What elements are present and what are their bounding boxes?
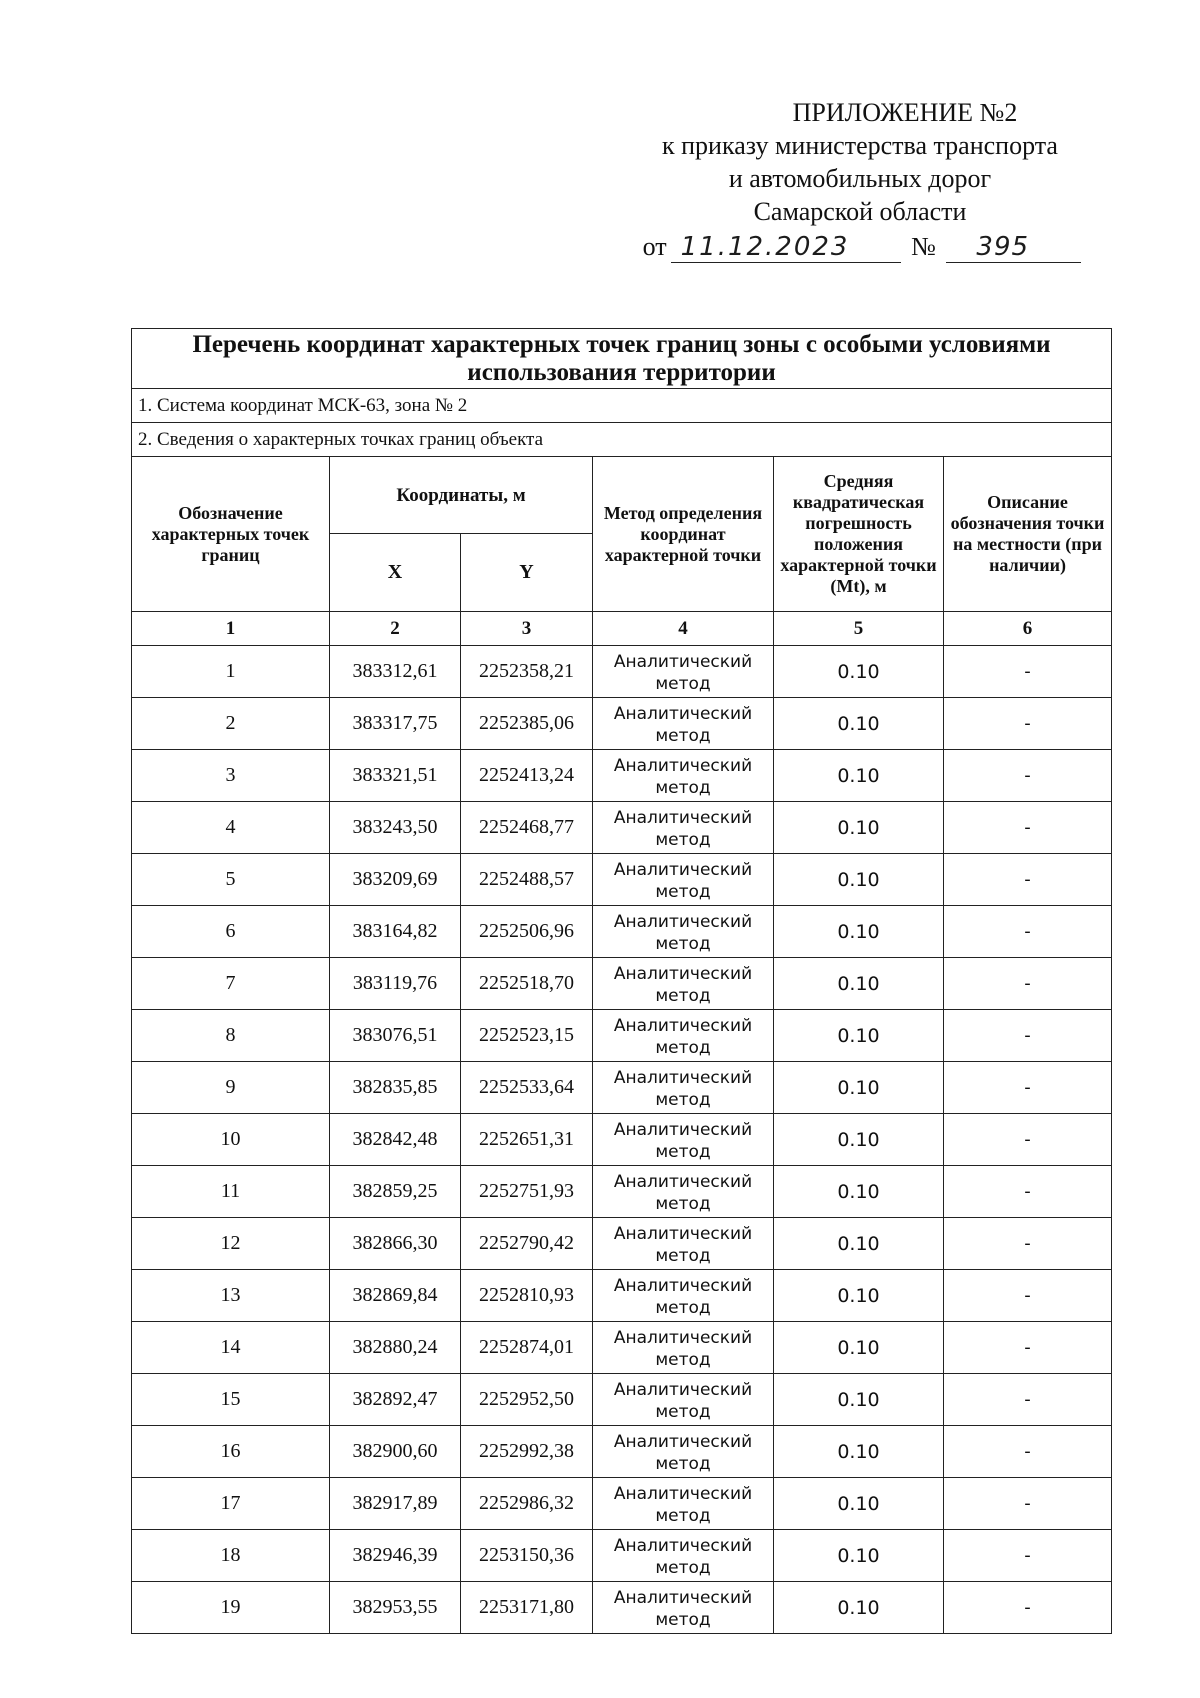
object-info-heading: 2. Сведения о характерных точках границ объекта — [132, 423, 1112, 457]
method-cell: Аналитический метод — [593, 646, 774, 698]
table-row — [132, 906, 1112, 958]
coord-y-cell: 2253150,36 — [461, 1530, 593, 1582]
coord-x-cell: 382892,47 — [330, 1374, 461, 1426]
table-row — [132, 1114, 1112, 1166]
appendix-header — [600, 96, 1120, 263]
table-row — [132, 1478, 1112, 1530]
method-cell: Аналитический метод — [593, 1582, 774, 1634]
coord-x-cell: 382866,30 — [330, 1218, 461, 1270]
order-number-handwritten: 395 — [946, 233, 1081, 263]
coord-y-cell: 2252952,50 — [461, 1374, 593, 1426]
point-number-cell: 8 — [132, 1010, 330, 1062]
method-cell: Аналитический метод — [593, 1478, 774, 1530]
coord-y-cell: 2252533,64 — [461, 1062, 593, 1114]
point-number-cell: 18 — [132, 1530, 330, 1582]
table-row — [132, 1426, 1112, 1478]
point-number-cell: 5 — [132, 854, 330, 906]
header-error: Средняя квадратическая погрешность положения характерной точки (Mt), м — [774, 457, 944, 612]
table-row — [132, 1010, 1112, 1062]
date-prefix: от — [642, 232, 667, 261]
point-number-cell: 3 — [132, 750, 330, 802]
table-row — [132, 1322, 1112, 1374]
method-cell: Аналитический метод — [593, 1062, 774, 1114]
error-cell: 0.10 — [774, 1478, 944, 1530]
error-cell: 0.10 — [774, 1426, 944, 1478]
coord-x-cell: 382869,84 — [330, 1270, 461, 1322]
description-cell: - — [944, 958, 1112, 1010]
error-cell: 0.10 — [774, 906, 944, 958]
coord-y-cell: 2252385,06 — [461, 698, 593, 750]
point-number-cell: 13 — [132, 1270, 330, 1322]
coord-y-cell: 2252651,31 — [461, 1114, 593, 1166]
appendix-line-order: к приказу министерства транспорта — [662, 131, 1058, 160]
header-y: Y — [461, 534, 593, 612]
error-cell: 0.10 — [774, 750, 944, 802]
coord-x-cell: 383243,50 — [330, 802, 461, 854]
description-cell: - — [944, 1218, 1112, 1270]
method-cell: Аналитический метод — [593, 1114, 774, 1166]
point-number-cell: 19 — [132, 1582, 330, 1634]
point-number-cell: 6 — [132, 906, 330, 958]
point-number-cell: 11 — [132, 1166, 330, 1218]
error-cell: 0.10 — [774, 1374, 944, 1426]
coord-x-cell: 383312,61 — [330, 646, 461, 698]
number-label: № — [911, 232, 936, 261]
header-designation: Обозначение характерных точек границ — [132, 457, 330, 612]
description-cell: - — [944, 1114, 1112, 1166]
table-row — [132, 958, 1112, 1010]
description-cell: - — [944, 1062, 1112, 1114]
appendix-line-region: Самарской области — [753, 197, 967, 226]
method-cell: Аналитический метод — [593, 1426, 774, 1478]
coordinates-table — [131, 328, 1112, 1634]
column-number: 6 — [944, 612, 1112, 646]
table-row — [132, 646, 1112, 698]
method-cell: Аналитический метод — [593, 1218, 774, 1270]
error-cell: 0.10 — [774, 1270, 944, 1322]
coord-y-cell: 2252986,32 — [461, 1478, 593, 1530]
method-cell: Аналитический метод — [593, 958, 774, 1010]
error-cell: 0.10 — [774, 646, 944, 698]
error-cell: 0.10 — [774, 958, 944, 1010]
header-method: Метод определения координат характерной точки — [593, 457, 774, 612]
coord-x-cell: 383317,75 — [330, 698, 461, 750]
table-row — [132, 854, 1112, 906]
order-date-number-line — [639, 230, 1082, 263]
point-number-cell: 16 — [132, 1426, 330, 1478]
method-cell: Аналитический метод — [593, 750, 774, 802]
point-number-cell: 9 — [132, 1062, 330, 1114]
coord-y-cell: 2252523,15 — [461, 1010, 593, 1062]
point-number-cell: 7 — [132, 958, 330, 1010]
column-number: 2 — [330, 612, 461, 646]
coord-y-cell: 2252413,24 — [461, 750, 593, 802]
coord-x-cell: 382900,60 — [330, 1426, 461, 1478]
description-cell: - — [944, 1582, 1112, 1634]
column-number: 4 — [593, 612, 774, 646]
description-cell: - — [944, 854, 1112, 906]
coord-y-cell: 2252874,01 — [461, 1322, 593, 1374]
table-row — [132, 1582, 1112, 1634]
table-row — [132, 1374, 1112, 1426]
description-cell: - — [944, 1374, 1112, 1426]
description-cell: - — [944, 906, 1112, 958]
method-cell: Аналитический метод — [593, 1270, 774, 1322]
header-description: Описание обозначения точки на местности (при наличии) — [944, 457, 1112, 612]
description-cell: - — [944, 1270, 1112, 1322]
column-number: 1 — [132, 612, 330, 646]
appendix-line-ministry: и автомобильных дорог — [728, 164, 992, 193]
description-cell: - — [944, 1426, 1112, 1478]
appendix-title: ПРИЛОЖЕНИЕ №2 — [792, 98, 1018, 127]
coord-x-cell: 382946,39 — [330, 1530, 461, 1582]
method-cell: Аналитический метод — [593, 1010, 774, 1062]
column-number: 3 — [461, 612, 593, 646]
point-number-cell: 17 — [132, 1478, 330, 1530]
point-number-cell: 4 — [132, 802, 330, 854]
table-row — [132, 750, 1112, 802]
coord-x-cell: 383209,69 — [330, 854, 461, 906]
point-number-cell: 14 — [132, 1322, 330, 1374]
description-cell: - — [944, 646, 1112, 698]
description-cell: - — [944, 802, 1112, 854]
error-cell: 0.10 — [774, 1218, 944, 1270]
description-cell: - — [944, 1322, 1112, 1374]
error-cell: 0.10 — [774, 1062, 944, 1114]
method-cell: Аналитический метод — [593, 802, 774, 854]
method-cell: Аналитический метод — [593, 1374, 774, 1426]
coord-y-cell: 2252992,38 — [461, 1426, 593, 1478]
method-cell: Аналитический метод — [593, 854, 774, 906]
error-cell: 0.10 — [774, 854, 944, 906]
table-row — [132, 802, 1112, 854]
table-row — [132, 1270, 1112, 1322]
table-row — [132, 1218, 1112, 1270]
method-cell: Аналитический метод — [593, 1166, 774, 1218]
header-x: X — [330, 534, 461, 612]
error-cell: 0.10 — [774, 1582, 944, 1634]
description-cell: - — [944, 1478, 1112, 1530]
table-row — [132, 1166, 1112, 1218]
error-cell: 0.10 — [774, 1114, 944, 1166]
coord-x-cell: 383164,82 — [330, 906, 461, 958]
coord-y-cell: 2252518,70 — [461, 958, 593, 1010]
coord-x-cell: 382835,85 — [330, 1062, 461, 1114]
point-number-cell: 12 — [132, 1218, 330, 1270]
coord-y-cell: 2253171,80 — [461, 1582, 593, 1634]
description-cell: - — [944, 698, 1112, 750]
coord-x-cell: 382880,24 — [330, 1322, 461, 1374]
table-row — [132, 1062, 1112, 1114]
point-number-cell: 10 — [132, 1114, 330, 1166]
error-cell: 0.10 — [774, 1010, 944, 1062]
coord-y-cell: 2252790,42 — [461, 1218, 593, 1270]
error-cell: 0.10 — [774, 1530, 944, 1582]
column-number-row — [132, 612, 1112, 646]
coord-y-cell: 2252506,96 — [461, 906, 593, 958]
coord-y-cell: 2252751,93 — [461, 1166, 593, 1218]
coord-y-cell: 2252488,57 — [461, 854, 593, 906]
table-row — [132, 1530, 1112, 1582]
header-coordinates: Координаты, м — [330, 457, 593, 534]
coord-x-cell: 383321,51 — [330, 750, 461, 802]
description-cell: - — [944, 1010, 1112, 1062]
method-cell: Аналитический метод — [593, 1322, 774, 1374]
coord-y-cell: 2252468,77 — [461, 802, 593, 854]
description-cell: - — [944, 750, 1112, 802]
method-cell: Аналитический метод — [593, 906, 774, 958]
point-number-cell: 15 — [132, 1374, 330, 1426]
error-cell: 0.10 — [774, 698, 944, 750]
column-number: 5 — [774, 612, 944, 646]
coord-x-cell: 382917,89 — [330, 1478, 461, 1530]
coord-x-cell: 382953,55 — [330, 1582, 461, 1634]
table-title: Перечень координат характерных точек границ зоны с особыми условиями использования территории — [132, 329, 1112, 389]
point-number-cell: 1 — [132, 646, 330, 698]
coordinate-system-row: 1. Система координат МСК-63, зона № 2 — [132, 389, 1112, 423]
coord-x-cell: 383119,76 — [330, 958, 461, 1010]
error-cell: 0.10 — [774, 1166, 944, 1218]
method-cell: Аналитический метод — [593, 1530, 774, 1582]
table-row — [132, 698, 1112, 750]
order-date-handwritten: 11.12.2023 — [671, 233, 901, 263]
coord-y-cell: 2252810,93 — [461, 1270, 593, 1322]
error-cell: 0.10 — [774, 1322, 944, 1374]
coord-y-cell: 2252358,21 — [461, 646, 593, 698]
coord-x-cell: 382859,25 — [330, 1166, 461, 1218]
point-number-cell: 2 — [132, 698, 330, 750]
method-cell: Аналитический метод — [593, 698, 774, 750]
description-cell: - — [944, 1166, 1112, 1218]
error-cell: 0.10 — [774, 802, 944, 854]
coord-x-cell: 382842,48 — [330, 1114, 461, 1166]
coord-x-cell: 383076,51 — [330, 1010, 461, 1062]
description-cell: - — [944, 1530, 1112, 1582]
